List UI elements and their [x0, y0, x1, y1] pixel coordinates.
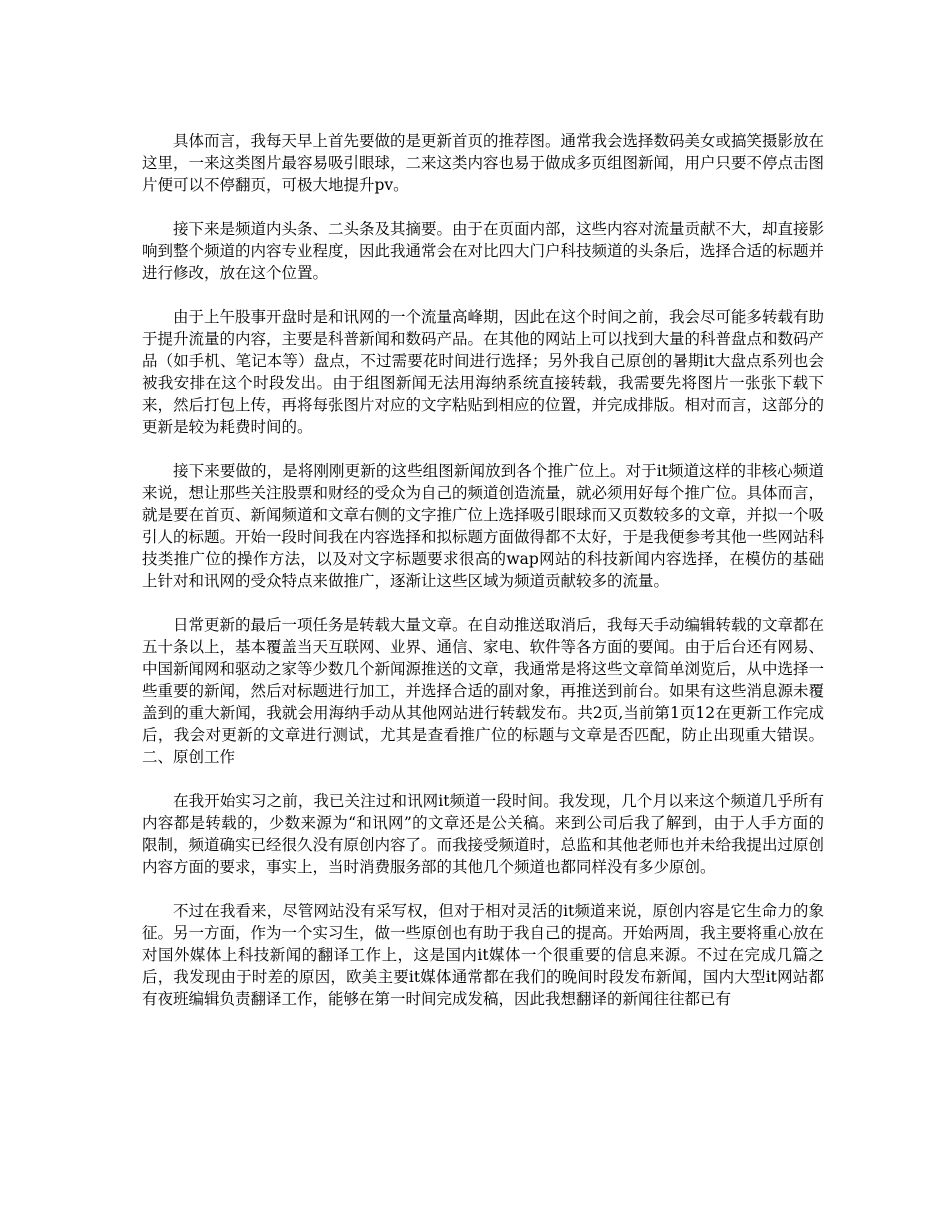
document-body — [142, 130, 824, 1032]
paragraph-1: 具体而言，我每天早上首先要做的是更新首页的推荐图。通常我会选择数码美女或搞笑摄影放在这里，一来这类图片最容易吸引眼球，二来这类内容也易于做成多页组图新闻，用户只要不停点击图片便可以不停翻页，可极大地提升pv。 — [142, 132, 825, 194]
paragraph-7: 不过在我看来，尽管网站没有采写权，但对于相对灵活的it频道来说，原创内容是它生命力的象征。另一方面，作为一个实习生，做一些原创也有助于我自己的提高。开始两周，我主要将重心放在对国外媒体上科技新闻的翻译工作上，这是国内it媒体一个很重要的信息来源。不过在完成几篇之后，我发现由于时差的原因，欧美主要it媒体通常都在我们的晚间时段发布新闻，国内大型it网站都有夜班编辑负责翻译工作，能够在第一时间完成发稿，因此我想翻译的新闻往往都已有 — [142, 902, 825, 1008]
paragraph-3: 由于上午股事开盘时是和讯网的一个流量高峰期，因此在这个时间之前，我会尽可能多转载有助于提升流量的内容，主要是科普新闻和数码产品。在其他的网站上可以找到大量的科普盘点和数码产品（如手机、笔记本等）盘点，不过需要花时间进行选择；另外我自己原创的暑期it大盘点系列也会被我安排在这个时段发出。由于组图新闻无法用海纳系统直接转载，我需要先将图片一张张下载下来，然后打包上传，再将每张图片对应的文字粘贴到相应的位置，并完成排版。相对而言，这部分的更新是较为耗费时间的。 — [142, 308, 825, 436]
paragraph-5: 日常更新的最后一项任务是转载大量文章。在自动推送取消后，我每天手动编辑转载的文章都在五十条以上，基本覆盖当天互联网、业界、通信、家电、软件等各方面的要闻。由于后台还有网易、中国新闻网和驱动之家等少数几个新闻源推送的文章，我通常是将这些文章简单浏览后，从中选择一些重要的新闻，然后对标题进行加工，并选择合适的副对象，再推送到前台。如果有这些消息源未覆盖到的重大新闻，我就会用海纳手动从其他网站进行转载发布。共2页,当前第1页12在更新工作完成后，我会对更新的文章进行测试，尤其是查看推广位的标题与文章是否匹配，防止出现重大错误。二、原创工作 — [142, 616, 825, 766]
paragraph-2: 接下来是频道内头条、二头条及其摘要。由于在页面内部，这些内容对流量贡献不大，却直接影响到整个频道的内容专业程度，因此我通常会在对比四大门户科技频道的头条后，选择合适的标题并进行修改，放在这个位置。 — [142, 220, 825, 282]
paragraph-4: 接下来要做的，是将刚刚更新的这些组图新闻放到各个推广位上。对于it频道这样的非核心频道来说，想让那些关注股票和财经的受众为自己的频道创造流量，就必须用好每个推广位。具体而言，就是要在首页、新闻频道和文章右侧的文字推广位上选择吸引眼球而又页数较多的文章，并拟一个吸引人的标题。开始一段时间我在内容选择和拟标题方面做得都不太好，于是我便参考其他一些网站科技类推广位的操作方法，以及对文字标题要求很高的wap网站的科技新闻内容选择，在模仿的基础上针对和讯网的受众特点来做推广，逐渐让这些区域为频道贡献较多的流量。 — [142, 462, 825, 590]
paragraph-6: 在我开始实习之前，我已关注过和讯网it频道一段时间。我发现，几个月以来这个频道几乎所有内容都是转载的，少数来源为“和讯网”的文章还是公关稿。来到公司后我了解到，由于人手方面的限制，频道确实已经很久没有原创内容了。而我接受频道时，总监和其他老师也并未给我提出过原创内容方面的要求，事实上，当时消费服务部的其他几个频道也都同样没有多少原创。 — [142, 792, 825, 876]
